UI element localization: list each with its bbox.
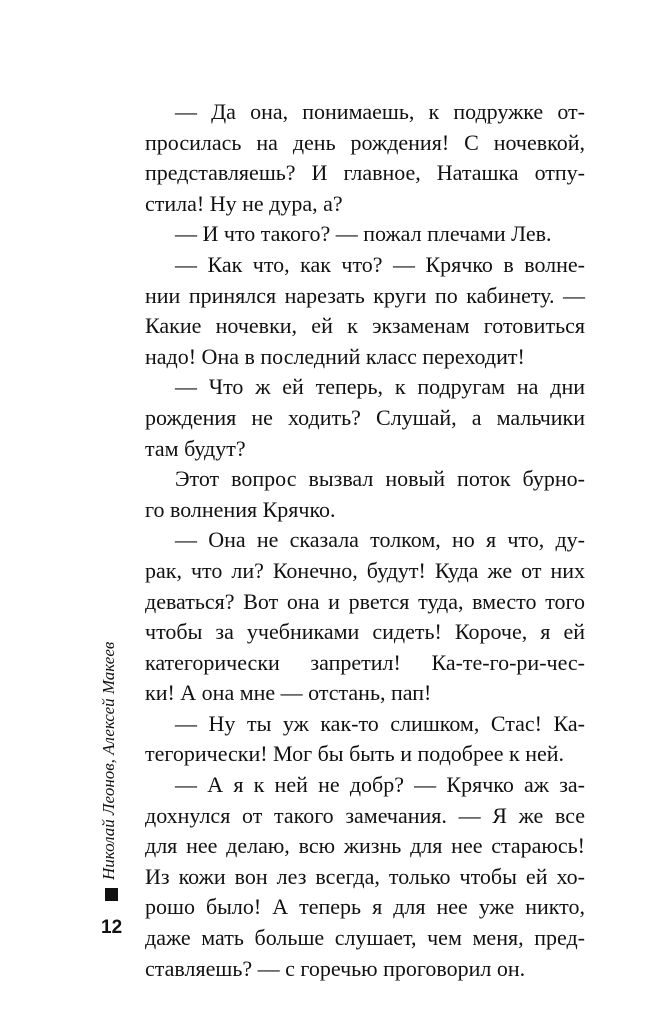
- text-line: рождения не ходить? Слушай, а мальчики: [145, 404, 585, 430]
- text-line: — Она не сказала толком, но я что, ду-: [175, 527, 585, 553]
- text-line: даже мать больше слушает, чем меня, пред-: [145, 925, 585, 951]
- running-author: Николай Леонов, Алексей Макеев: [99, 641, 118, 880]
- page-number: 12: [101, 917, 123, 938]
- text-line: ставляешь? — с горечью проговорил он.: [145, 955, 526, 981]
- text-line: Этот вопрос вызвал новый поток бурно-: [175, 466, 585, 492]
- text-line: ки! А она мне — отстань, пап!: [145, 680, 432, 706]
- text-line: — Ну ты уж как-то слишком, Стас! Ка-: [175, 710, 585, 736]
- text-line: категорически запретил! Ка-те-го-ри-чес-: [145, 649, 585, 675]
- text-line: — Как что, как что? — Крячко в волне-: [175, 251, 585, 277]
- text-line: — А я к ней не добр? — Крячко аж за-: [175, 772, 585, 798]
- text-line: деваться? Вот она и рвется туда, вместо того: [145, 588, 585, 614]
- text-line: дохнулся от такого замечания. — Я же все: [145, 802, 585, 828]
- text-line: стила! Ну не дура, а?: [145, 190, 343, 216]
- text-line: там будут?: [145, 435, 246, 461]
- text-line: чтобы за учебниками сидеть! Короче, я ей: [145, 619, 585, 645]
- text-line: рошо было! А теперь я для нее уже никто,: [145, 894, 585, 920]
- square-marker-icon: [105, 888, 118, 901]
- text-line: го волнения Крячко.: [145, 496, 336, 522]
- body-text: [145, 97, 585, 984]
- text-line: просилась на день рождения! С ночевкой,: [145, 129, 585, 155]
- text-line: представляешь? И главное, Наташка отпу-: [145, 160, 585, 186]
- text-line: — Что ж ей теперь, к подругам на дни: [175, 374, 585, 400]
- text-line: Какие ночевки, ей к экзаменам готовиться: [145, 313, 585, 339]
- text-line: рак, что ли? Конечно, будут! Куда же от них: [145, 557, 585, 583]
- text-line: для нее делаю, всю жизнь для нее стараюсь!: [145, 833, 585, 859]
- text-line: Из кожи вон лез всегда, только чтобы ей хо-: [145, 863, 585, 889]
- text-line: — И что такого? — пожал плечами Лев.: [175, 221, 552, 247]
- text-line: — Да она, понимаешь, к подружке от-: [175, 99, 585, 124]
- text-line: нии принялся нарезать круги по кабинету. —: [145, 282, 585, 308]
- text-line: надо! Она в последний класс переходит!: [145, 343, 525, 369]
- text-line: тегорически! Мог бы быть и подобрее к ней.: [145, 741, 565, 767]
